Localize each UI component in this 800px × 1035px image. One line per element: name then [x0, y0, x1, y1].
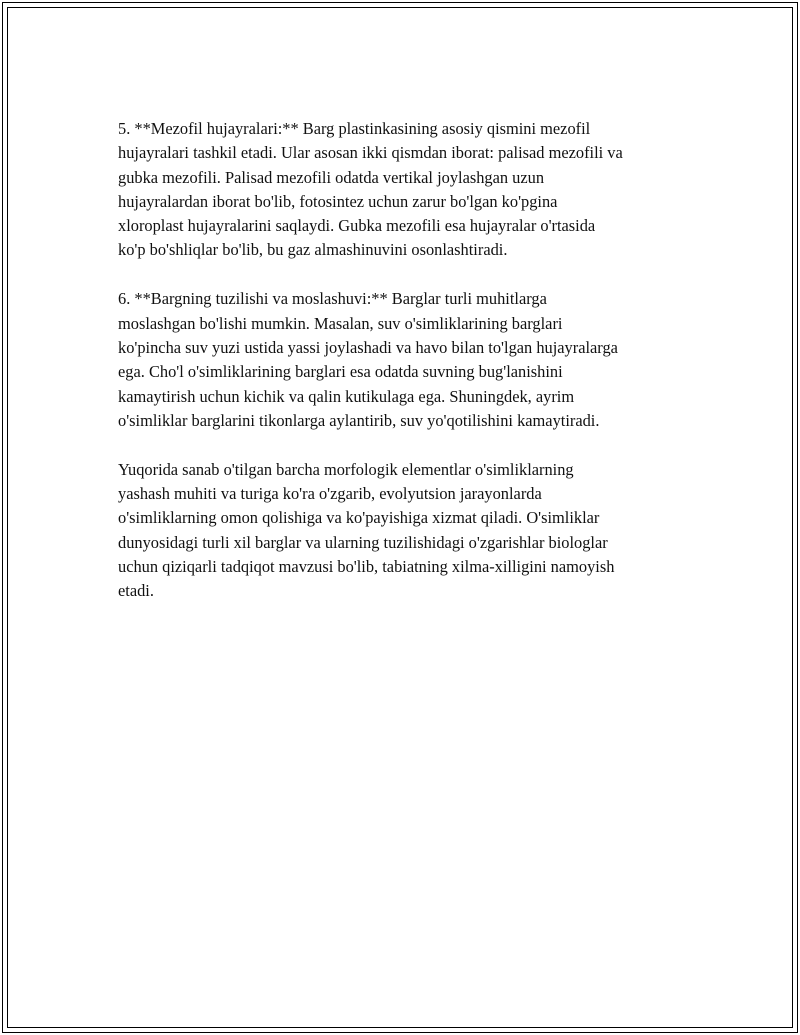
- text-line: moslashgan bo'lishi mumkin. Masalan, suv o'simliklarining barglari: [118, 313, 563, 333]
- text-line: ko'pincha suv yuzi ustida yassi joylashadi va havo bilan to'lgan hujayralarga: [118, 337, 618, 357]
- paragraph-mezofil: [118, 117, 693, 263]
- text-line: kamaytirish uchun kichik va qalin kutikulaga ega. Shuningdek, ayrim: [118, 386, 575, 406]
- text-line: etadi.: [118, 581, 154, 601]
- document-body: [118, 117, 693, 628]
- text-line: Yuqorida sanab o'tilgan barcha morfologik elementlar o'simliklarning: [118, 459, 574, 479]
- text-line: yashash muhiti va turiga ko'ra o'zgarib, evolyutsion jarayonlarda: [118, 484, 542, 504]
- text-line: o'simliklarning omon qolishiga va ko'payishiga xizmat qiladi. O'simliklar: [118, 508, 600, 528]
- text-line: xloroplast hujayralarini saqlaydi. Gubka mezofili esa hujayralar o'rtasida: [118, 216, 596, 236]
- text-line: 6. **Bargning tuzilishi va moslashuvi:** Barglar turli muhitlarga: [118, 289, 547, 309]
- text-line: hujayralardan iborat bo'lib, fotosintez uchun zarur bo'lgan ko'pgina: [118, 191, 558, 211]
- paragraph-moslashuv: [118, 287, 693, 433]
- text-line: hujayralari tashkil etadi. Ular asosan ikki qismdan iborat: palisad mezofili va: [118, 143, 623, 163]
- text-line: gubka mezofili. Palisad mezofili odatda vertikal joylashgan uzun: [118, 167, 545, 187]
- text-line: ega. Cho'l o'simliklarining barglari esa odatda suvning bug'lanishini: [118, 362, 563, 382]
- text-line: dunyosidagi turli xil barglar va ularning tuzilishidagi o'zgarishlar biologlar: [118, 532, 608, 552]
- paragraph-conclusion: [118, 458, 693, 604]
- text-line: uchun qiziqarli tadqiqot mavzusi bo'lib, tabiatning xilma-xilligini namoyish: [118, 556, 615, 576]
- text-line: o'simliklar barglarini tikonlarga aylantirib, suv yo'qotilishini kamaytiradi.: [118, 410, 600, 430]
- text-line: ko'p bo'shliqlar bo'lib, bu gaz almashinuvini osonlashtiradi.: [118, 240, 508, 260]
- text-line: 5. **Mezofil hujayralari:** Barg plastinkasining asosiy qismini mezofil: [118, 119, 591, 138]
